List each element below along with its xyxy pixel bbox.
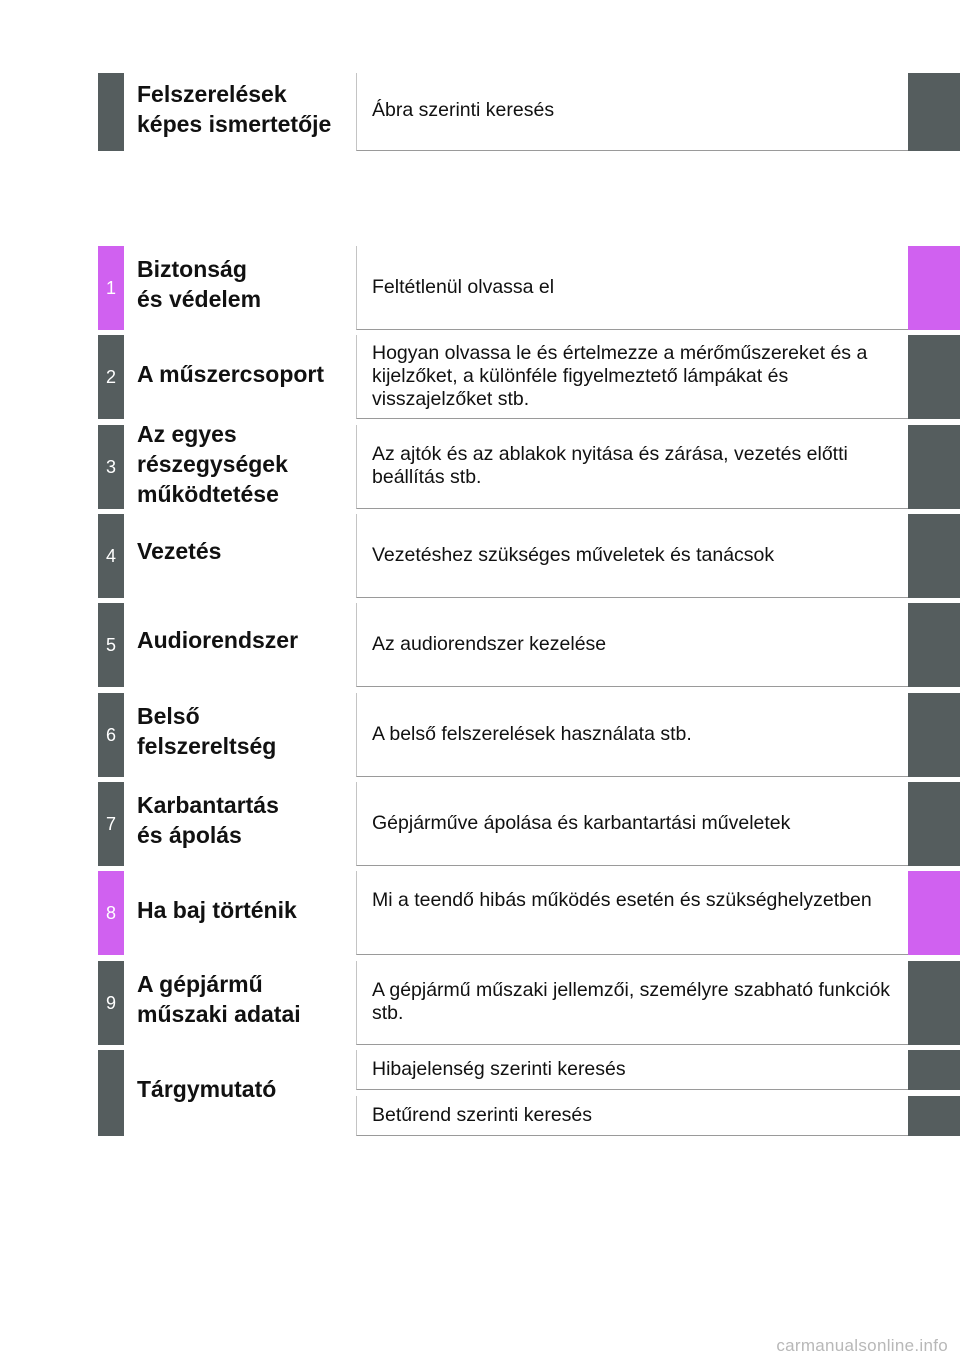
header-strip xyxy=(98,73,124,151)
section-title-line2: műszaki adatai xyxy=(137,1001,301,1027)
section-desc[interactable] xyxy=(356,782,908,866)
index-desc-symptom-text: Hibajelenség szerinti keresés xyxy=(372,1058,626,1080)
index-strip xyxy=(98,1050,124,1136)
section-title xyxy=(137,701,352,761)
section-tab[interactable] xyxy=(908,603,960,687)
section-title xyxy=(137,359,352,389)
section-strip xyxy=(98,425,124,509)
section-number: 1 xyxy=(105,277,116,298)
section-number: 5 xyxy=(105,634,116,655)
section-title-line2: és védelem xyxy=(137,286,262,312)
section-desc[interactable] xyxy=(356,693,908,777)
header-row[interactable] xyxy=(0,73,960,151)
section-strip xyxy=(98,693,124,777)
section-tab[interactable] xyxy=(908,693,960,777)
section-title xyxy=(137,625,352,655)
section-row-3[interactable] xyxy=(0,421,960,509)
section-number: 2 xyxy=(105,366,116,387)
section-title xyxy=(137,895,352,925)
section-row-4[interactable] xyxy=(0,514,960,598)
section-strip xyxy=(98,335,124,419)
section-number: 9 xyxy=(105,992,116,1013)
section-desc-text: Feltétlenül olvassa el xyxy=(372,276,555,298)
section-row-7[interactable] xyxy=(0,782,960,866)
section-tab[interactable] xyxy=(908,871,960,955)
section-desc[interactable] xyxy=(356,603,908,687)
section-title-line2: és ápolás xyxy=(137,822,242,848)
header-title-line2: képes ismertetője xyxy=(137,111,332,137)
section-tab[interactable] xyxy=(908,246,960,330)
index-desc-symptom[interactable] xyxy=(356,1050,908,1090)
section-tab[interactable] xyxy=(908,335,960,419)
section-title-line1: A műszercsoport xyxy=(137,361,325,387)
section-title-line2: részegységek xyxy=(137,451,288,477)
index-title xyxy=(137,1074,352,1104)
index-row xyxy=(0,1050,960,1136)
header-tab[interactable] xyxy=(908,73,960,151)
section-number: 3 xyxy=(105,456,116,477)
section-title-line1: Az egyes xyxy=(137,421,237,447)
header-title xyxy=(137,79,352,139)
section-title-line1: Ha baj történik xyxy=(137,897,297,923)
section-number: 8 xyxy=(105,902,116,923)
section-strip xyxy=(98,782,124,866)
section-strip xyxy=(98,871,124,955)
section-title xyxy=(137,419,352,509)
section-title-line1: Audiorendszer xyxy=(137,627,299,653)
header-desc-text: Ábra szerinti keresés xyxy=(372,99,555,121)
section-desc-text: Vezetéshez szükséges műveletek és tanácsok xyxy=(372,544,775,566)
section-row-2[interactable] xyxy=(0,335,960,419)
section-desc[interactable] xyxy=(356,335,908,419)
section-title xyxy=(137,969,352,1029)
section-title xyxy=(137,254,352,314)
index-tab-alphabetical[interactable] xyxy=(908,1096,960,1136)
section-strip xyxy=(98,246,124,330)
section-desc-text: Az ajtók és az ablakok nyitása és zárása, vezetés előtti beállítás stb. xyxy=(372,443,848,488)
watermark: carmanualsonline.info xyxy=(776,1336,948,1355)
section-title-line1: Vezetés xyxy=(137,538,222,564)
section-strip xyxy=(98,961,124,1045)
section-desc[interactable] xyxy=(356,961,908,1045)
section-title xyxy=(137,790,352,850)
index-desc-alphabetical[interactable] xyxy=(356,1096,908,1136)
section-desc-text: A belső felszerelések használata stb. xyxy=(372,723,692,745)
section-title-line2: felszereltség xyxy=(137,733,277,759)
section-row-1[interactable] xyxy=(0,246,960,330)
header-desc[interactable] xyxy=(356,73,908,151)
section-title xyxy=(137,536,352,566)
section-desc[interactable] xyxy=(356,246,908,330)
section-title-line3: működtetése xyxy=(137,481,279,507)
section-row-8[interactable] xyxy=(0,871,960,955)
section-tab[interactable] xyxy=(908,425,960,509)
section-title-line1: Biztonság xyxy=(137,256,247,282)
section-desc[interactable] xyxy=(356,871,908,955)
section-tab[interactable] xyxy=(908,514,960,598)
section-title-line1: A gépjármű xyxy=(137,971,263,997)
index-desc-alphabetical-text: Betűrend szerinti keresés xyxy=(372,1104,593,1126)
section-desc[interactable] xyxy=(356,514,908,598)
section-desc-text: Hogyan olvassa le és értelmezze a mérőműszereket és a kijelzőket, a különféle figyelmeztető lámpákat és visszajelzőket stb. xyxy=(372,342,868,410)
section-strip xyxy=(98,603,124,687)
section-strip xyxy=(98,514,124,598)
section-desc-text: Mi a teendő hibás működés esetén és szükséghelyzetben xyxy=(372,889,872,911)
footer xyxy=(0,1336,960,1360)
section-desc-text: A gépjármű műszaki jellemzői, személyre szabható funkciók stb. xyxy=(372,979,891,1024)
section-desc-text: Az audiorendszer kezelése xyxy=(372,633,607,655)
section-desc[interactable] xyxy=(356,425,908,509)
section-number: 7 xyxy=(105,813,116,834)
index-title-text: Tárgymutató xyxy=(137,1076,277,1102)
section-number: 4 xyxy=(105,545,116,566)
section-desc-text: Gépjárműve ápolása és karbantartási műveletek xyxy=(372,812,791,834)
section-number: 6 xyxy=(105,724,116,745)
index-tab-symptom[interactable] xyxy=(908,1050,960,1090)
section-row-6[interactable] xyxy=(0,693,960,777)
section-row-5[interactable] xyxy=(0,603,960,687)
section-title-line1: Belső xyxy=(137,703,200,729)
header-title-line1: Felszerelések xyxy=(137,81,287,107)
section-row-9[interactable] xyxy=(0,961,960,1045)
section-title-line1: Karbantartás xyxy=(137,792,279,818)
section-tab[interactable] xyxy=(908,782,960,866)
section-tab[interactable] xyxy=(908,961,960,1045)
